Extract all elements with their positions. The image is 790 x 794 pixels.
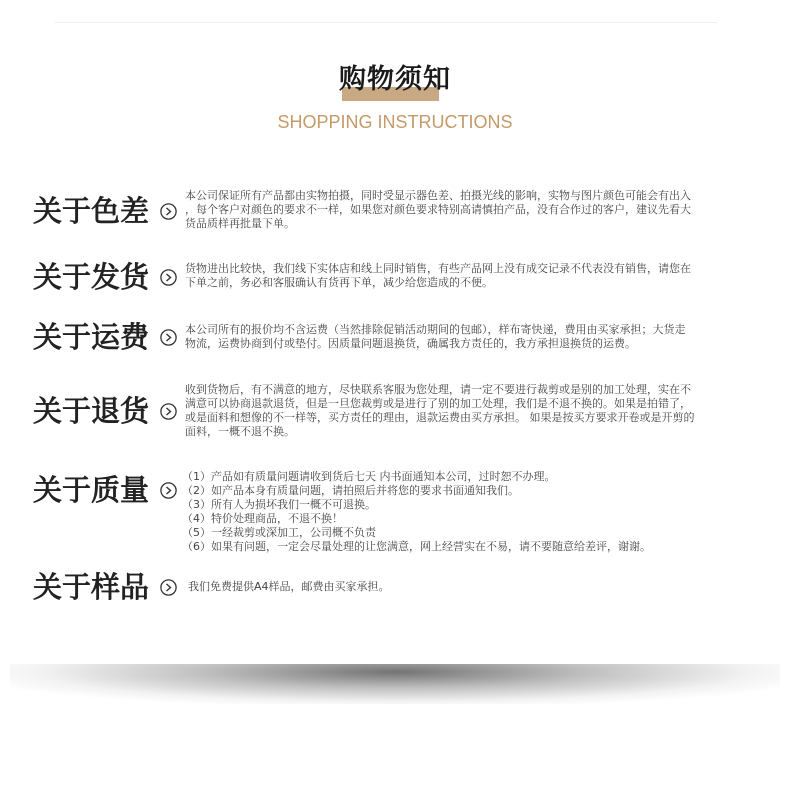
text-line: 本公司保证所有产品都由实物拍摄，同时受显示器色差、拍摄光线的影响，实物与图片颜色可能会有出入 xyxy=(185,189,691,202)
text-line: 面料，一概不退不换。 xyxy=(185,425,295,438)
section-quality xyxy=(30,469,750,559)
chevron-circle-right-icon xyxy=(160,482,177,499)
section-color-difference xyxy=(30,186,750,246)
section-samples xyxy=(30,568,750,608)
text-line: （2）如产品本身有质量问题，请拍照后并将您的要求书面通知我们。 xyxy=(182,484,519,497)
section-body xyxy=(185,323,741,351)
text-line: 满意可以协商退款退货，但是一旦您裁剪或是进行了别的加工处理，我们是不退不换的。如果是拍错了， xyxy=(185,397,691,410)
page-title: 购物须知 xyxy=(339,64,451,95)
section-title: 关于退货 xyxy=(33,394,150,428)
bottom-shadow xyxy=(10,664,780,704)
section-body xyxy=(182,470,738,554)
text-line: 物流，运费协商到付或垫付。因质量问题退换货，确属我方责任的，我方承担退换货的运费。 xyxy=(185,337,636,350)
title-row xyxy=(0,62,790,98)
chevron-circle-right-icon xyxy=(160,579,177,596)
text-line: （5）一经裁剪或深加工，公司概不负责 xyxy=(182,526,376,539)
text-line: 货品质样再批量下单。 xyxy=(185,217,295,230)
chevron-circle-right-icon xyxy=(160,203,177,220)
text-line: ，每个客户对颜色的要求不一样，如果您对颜色要求特别高请慎拍产品，没有合作过的客户，建议先看大 xyxy=(185,203,691,216)
page-subtitle: SHOPPING INSTRUCTIONS xyxy=(277,112,513,132)
section-title: 关于色差 xyxy=(33,194,150,228)
section-body xyxy=(185,383,741,439)
section-freight xyxy=(30,318,750,362)
text-line: （3）所有人为损坏我们一概不可退换。 xyxy=(182,498,376,511)
section-title: 关于样品 xyxy=(33,570,150,604)
top-divider xyxy=(55,22,717,23)
text-line: 我们免费提供A4样品，邮费由买家承担。 xyxy=(188,580,390,593)
chevron-circle-right-icon xyxy=(160,329,177,346)
text-line: （1）产品如有质量问题请收到货后七天 内书面通知本公司，过时恕不办理。 xyxy=(182,470,556,483)
chevron-circle-right-icon xyxy=(160,403,177,420)
section-returns xyxy=(30,382,750,444)
section-body xyxy=(188,580,744,594)
section-title: 关于质量 xyxy=(33,473,150,507)
text-line: 下单之前，务必和客服确认有货再下单，减少给您造成的不便。 xyxy=(185,276,493,289)
section-title: 关于发货 xyxy=(33,260,150,294)
section-title: 关于运费 xyxy=(33,320,150,354)
section-body xyxy=(185,262,741,290)
text-line: 本公司所有的报价均不含运费（当然排除促销活动期间的包邮），样布寄快递，费用由买家承担；大货走 xyxy=(185,323,686,336)
text-line: 或是面料和想像的不一样等，买方责任的理由，退款运费由买方承担。 如果是按买方要求开卷或是开剪的 xyxy=(185,411,695,424)
text-line: 收到货物后，有不满意的地方，尽快联系客服为您处理，请一定不要进行裁剪或是别的加工处理，实在不 xyxy=(185,383,691,396)
text-line: （4）特价处理商品，不退不换！ xyxy=(182,512,343,525)
text-line: （6）如果有问题，一定会尽量处理的让您满意，网上经营实在不易，请不要随意给差评，谢谢。 xyxy=(182,540,651,553)
text-line: 货物进出比较快，我们线下实体店和线上同时销售，有些产品网上没有成交记录不代表没有销售，请您在 xyxy=(185,262,691,275)
section-shipping xyxy=(30,258,750,302)
section-body xyxy=(185,189,741,231)
chevron-circle-right-icon xyxy=(160,269,177,286)
